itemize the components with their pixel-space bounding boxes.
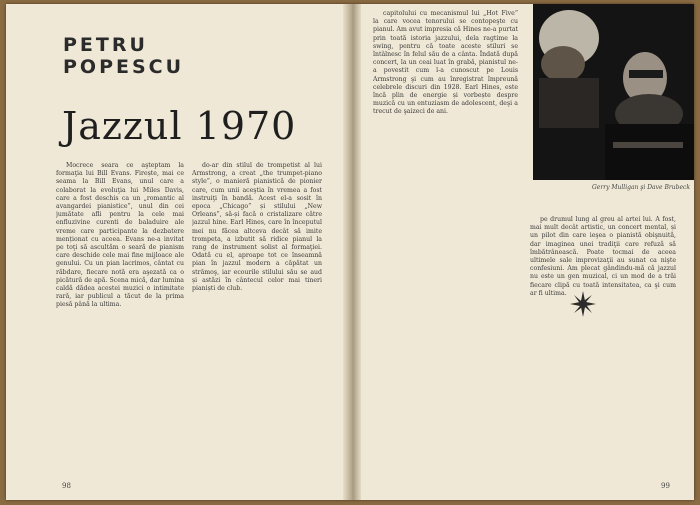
musicians-photo: [533, 4, 694, 180]
musicians-photo-image: [533, 4, 694, 180]
author-last-name: POPESCU: [63, 56, 185, 78]
right-column-1-text: capitolului cu mecanismul lui „Hot Five” la care vocea tenorului se contopeşte cu pianul. Am avut impresia că Hines ne-a purtat prin toată istoria jazzului, dela ragtime la swing, pentru că toate aceste stiluri se întâlnesc în felul său de a cânta. Îndată după concert, la un ceai luat în grabă, pianistul ne-a povestit cum l-a cunoscut pe Louis Armstrong şi cum au înregistrat împreună celebrele discuri din 1928. Earl Hines, este încă plin de energie și vorbește despre muzică cu un entuziasm de adolescent, deşi a trecut de şaizeci de ani.: [373, 10, 518, 116]
left-column-2: [192, 162, 322, 462]
photo-caption: Gerry Mulligan şi Dave Brubeck: [591, 184, 690, 191]
book-gutter: [343, 4, 361, 500]
author-first-name: PETRU: [63, 34, 148, 56]
right-column-2-text: pe drumul lung al greu al artei lui. A fost, mai mult decât artistic, un concert mental, și un pilot din care ieşea o pianistă obişnuită, dar imaginea unei tradiţii care refuză să îmbătrânească. Poate tocmai de aceea ultimele sale improvizaţii au sunat ca nişte confesiuni. Am plecat gândindu-mă că jazzul nu este un gen muzical, ci un mod de a trăi fiecare clipă cu toată intensitatea, ca şi cum ar fi ultima.: [530, 216, 676, 297]
right-page-number: 99: [661, 482, 670, 490]
right-column-1: [373, 10, 518, 470]
right-column-2: [530, 216, 676, 481]
right-page: [361, 4, 694, 500]
left-column-1-text: Mocrece seara ce aşteptam la formaţia lui Bill Evans. Firește, mai ce seama la Bill Evans, unul care a colaborat la evoluţia lui Miles Davis, care a fost deschis ca un „romantic al avangardei pianistice”, unul din cei jumătate afli pentru la cele mai enfluzivine curenti de baladuire ale vreme care participante la dezbatere menționat cu aceea. Evans ne-a invitat pe toţi să ascultăm o seară de pianism care deschide cele mai fine mijloace ale genului. Cu un pian lacrimos, cântat cu răbdare, fiecare notă era aşezată ca o picătură de apă. Scena mică, dar lumina caldă dădea acestei muzici o intimitate rară, iar publicul a tăcut de la prima piesă până la ultima.: [56, 162, 184, 309]
left-column-2-text: do-ar din stilul de trompetist al lui Armstrong, a creat „the trumpet-piano style”, o manieră pianistică de pionier care, cum unii aceştia în vremea a fost instruiţi în bandă. Acest el-a sosit în epoca „Chicago” și stilului „New Orleans”, să-și facă o cristalizare către jazzul hine. Earl Hines, care în începutul mei nu făcea altceva decât să imite trompeta, a izbutit să ridice pianul la rang de instrument solist al formaţiei. Odată cu el, aproape tot ce înseamnă pian în jazzul modern a căpătat un strămoş, iar ecourile stilului său se aud și astăzi în cântecul celor mai tineri pianiști de club.: [192, 162, 322, 293]
article-title: Jazzul 1970: [62, 104, 297, 148]
left-page-number: 98: [62, 482, 71, 490]
author-name: [63, 34, 184, 78]
left-column-1: [56, 162, 184, 462]
book-spread: [6, 4, 694, 500]
left-page: [6, 4, 343, 500]
